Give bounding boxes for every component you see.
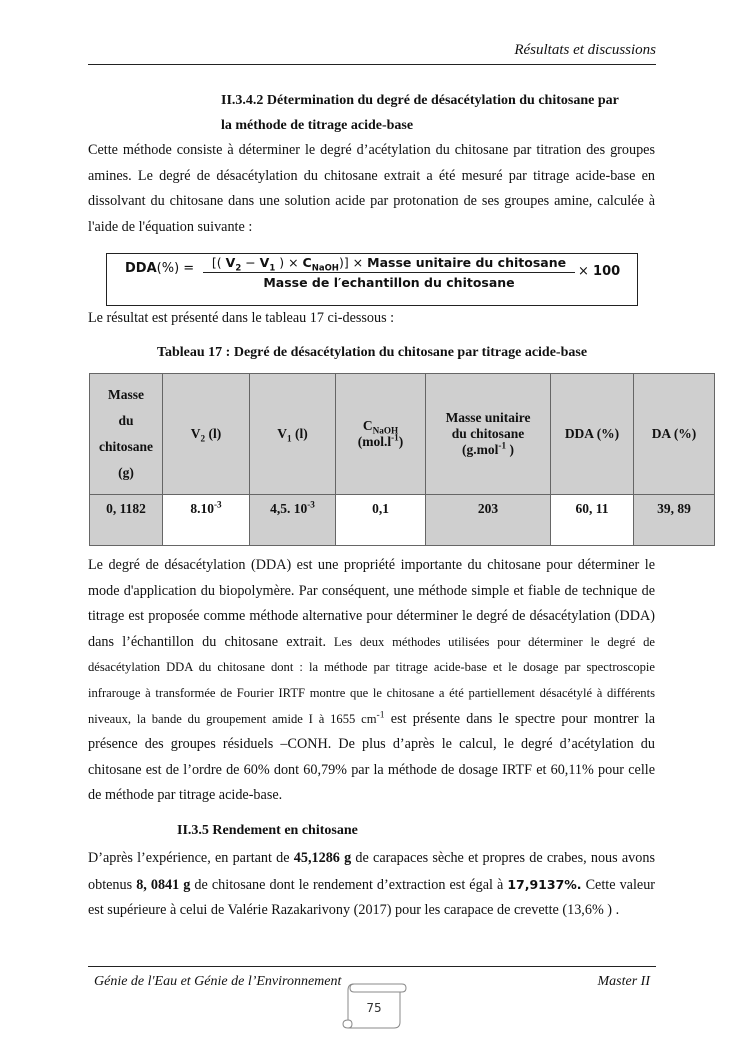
footer-right: Master II xyxy=(597,974,650,989)
header-da: DA (%) xyxy=(634,374,715,495)
cell-c-naoh: 0,1 xyxy=(336,495,426,546)
footer-rule xyxy=(88,966,656,967)
header-v1: $V_1$ (l) xyxy=(250,374,336,495)
header-rule xyxy=(88,64,656,65)
header-dda: DDA (%) xyxy=(551,374,634,495)
discussion-paragraph: Le degré de désacétylation (DDA) est une propriété importante du chitosane pour déterminer le mode d'application du biopolymère. Par conséquent, une méthode simple et fiable de technique de titrage est proposée comme méthode alternative pour déterminer le degré de désacétylation (DDA) dans l’échantillon du chitosane extrait. Les deux méthodes utilisées pour déterminer le degré de désacétylation DDA du chitosane dont : la méthode par titrage acide-base et le dosage par spectroscopie infrarouge à transformée de Fourier IRTF montre que le chitosane a été partiellement désacétylé à différents niveaux, la bande du groupement amide I à 1655 $cm^{-1}$ est présente dans le spectre pour montrer la présence des groupes résiduels –CONH. De plus d’après le calcul, le degré d’acétylation du chitosane est de l’ordre de 60% dont 60,79% par la méthode de dosage IRTF et 60,11% pour celle de méthode par titrage acide-base. xyxy=(88,557,655,804)
formula-denominator: Masse de l′echantillon du chitosane xyxy=(263,275,515,290)
rendement-paragraph: D’après l’expérience, en partant de 45,1286 g de carapaces sèche et propres de crabes, nous avons obtenus 8, 0841 g de chitosane dont le rendement d’extraction est égal à 17,9137%. Cette valeur est supérieure à celui de Valérie Razakarivony (2017) pour les carapace de crevette (13,6% ) . xyxy=(88,850,656,919)
section-title xyxy=(221,88,661,138)
cell-da: 39, 89 xyxy=(634,495,715,546)
formula-numerator: [( $V_2 - V_1$ ) × $C_{NaOH}$)] × Masse unitaire du chitosane xyxy=(203,255,575,273)
table-header-row xyxy=(90,374,715,495)
cell-v1: 4,5. $10^{-3}$ xyxy=(250,495,336,546)
table-row xyxy=(90,495,715,546)
result-intro: Le résultat est présenté dans le tableau 17 ci-dessous : xyxy=(88,310,395,326)
formula-fraction xyxy=(203,255,575,290)
header-masse-unitaire: Masse unitaire du chitosane (g.mol$^{-1}$ ) xyxy=(426,374,551,495)
formula-factor: × 100 xyxy=(578,264,621,279)
intro-paragraph: Cette méthode consiste à déterminer le degré d’acétylation du chitosane par titration des groupes amines. Le degré de désacétylation du chitosane extrait a été mesuré par titrage acide-base en dissolvant du chitosane dans une solution acide par protonation de ses groupes amine, calculée à l'aide de l'équation suivante : xyxy=(88,142,655,235)
subsection-title: II.3.5 Rendement en chitosane xyxy=(177,823,358,838)
cell-masse-unitaire: 203 xyxy=(426,495,551,546)
cell-masse: 0, 1182 xyxy=(90,495,163,546)
section-title-line1: II.3.4.2 Détermination du degré de désacétylation du chitosane par xyxy=(221,93,619,108)
cell-v2: $8.10^{-3}$ xyxy=(163,495,250,546)
header-masse: Masse du chitosane (g) xyxy=(90,374,163,495)
running-header: Résultats et discussions xyxy=(514,42,656,58)
formula-lhs: DDA(%) = xyxy=(125,261,195,276)
dda-table xyxy=(89,373,715,546)
header-v2: $V_2$ (l) xyxy=(163,374,250,495)
dda-formula xyxy=(106,253,638,306)
cell-dda: 60, 11 xyxy=(551,495,634,546)
section-title-line2: la méthode de titrage acide-base xyxy=(221,118,414,133)
page-number: 75 xyxy=(366,1001,382,1015)
footer-left: Génie de l'Eau et Génie de l’Environnement xyxy=(94,974,342,989)
table-caption: Tableau 17 : Degré de désacétylation du chitosane par titrage acide-base xyxy=(156,345,588,360)
header-c-naoh: $C_{NaOH}$ $(mol.l^{-1})$ xyxy=(336,374,426,495)
